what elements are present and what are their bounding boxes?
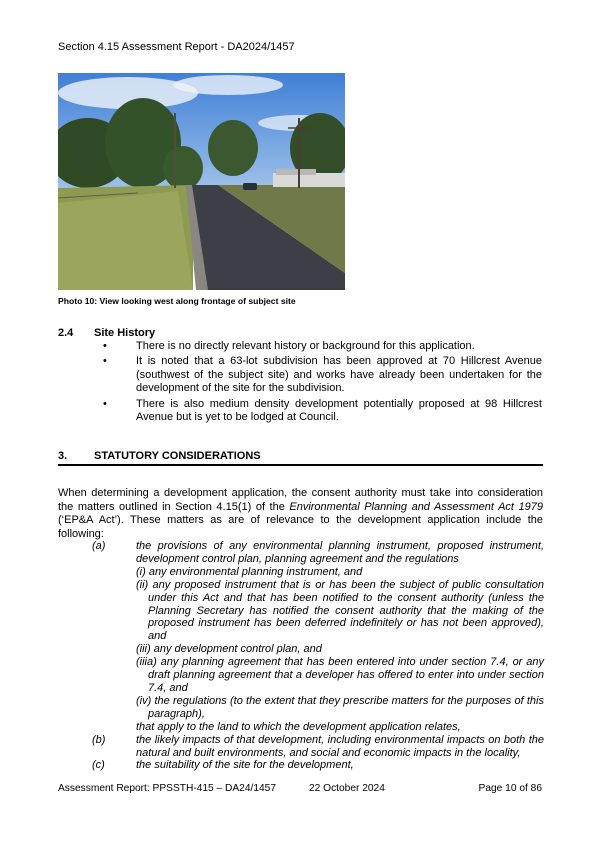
street-photo-image bbox=[58, 73, 345, 290]
photo-caption: Photo 10: View looking west along frontage of subject site bbox=[58, 296, 296, 306]
footer-page-number: Page 10 of 86 bbox=[478, 783, 542, 794]
section-3-number: 3. bbox=[58, 450, 68, 462]
site-photo bbox=[58, 73, 345, 290]
bullet-icon: • bbox=[103, 397, 107, 410]
page-header: Section 4.15 Assessment Report - DA2024/1457 bbox=[58, 41, 295, 53]
sub-list: (i) any environmental planning instrument, and (ii) any proposed instrument that is or has been the subject of public consultation under this Act and that has been notified to the consent authority (unless the Planning Secretary has notified the consent authority that the making of the proposed instrument has been deferred indefinitely or has not been approved), and (iii) any development control plan, and (iiia) any planning agreement that has been entered into under section 7.4, or any draft planning agreement that a developer has offered to enter into under section 7.4, and (iv) the regulations (to the extent that they prescribe matters for the purposes of this paragraph), that apply to the land to which the development application relates, bbox=[136, 565, 544, 733]
statutory-intro-paragraph: When determining a development application, the consent authority must take into consideration the matters outlined in Section 4.15(1) of the Environmental Planning and Assessment Act 1979 (‘EP&A Act’). These matters as are of relevance to the development application include the following: bbox=[58, 487, 543, 540]
list-item-c: (c) the suitability of the site for the development, bbox=[92, 759, 354, 772]
site-history-list bbox=[103, 340, 542, 426]
section-2-4-number: 2.4 bbox=[58, 327, 74, 339]
list-item-a: (a) the provisions of any environmental planning instrument, proposed instrument, development control plan, planning agreement and the regulations (i) any environmental planning instrument, and (ii) any proposed instrument that is or has been the subject of public consultation under this Act and that has been notified to the consent authority (unless the Planning Secretary has notified the consent authority that the making of the proposed instrument has been deferred indefinitely or has not been approved), and (iii) any development control plan, and (iiia) any planning agreement that has been entered into under section 7.4, or any draft planning agreement that a developer has offered to enter into under section 7.4, and (iv) the regulations (to the extent that they prescribe matters for the purposes of this paragraph), that apply to the land to which the development application relates, bbox=[92, 540, 544, 733]
list-item: • There is no directly relevant history or background for this application. bbox=[103, 340, 475, 352]
footer-report-id: Assessment Report: PPSSTH-415 – DA24/1457 bbox=[58, 783, 277, 794]
list-item: • There is also medium density development potentially proposed at 98 Hillcrest Avenue but is yet to be lodged at Council. bbox=[103, 397, 542, 424]
section-divider bbox=[58, 464, 543, 466]
bullet-icon: • bbox=[103, 355, 107, 368]
footer-date: 22 October 2024 bbox=[309, 783, 385, 794]
considerations-list bbox=[86, 540, 544, 772]
bullet-icon: • bbox=[103, 340, 107, 352]
list-item: • It is noted that a 63-lot subdivision has been approved at 70 Hillcrest Avenue (southwest of the subject site) and works have already been undertaken for the development of the site for the subdivision. bbox=[103, 355, 542, 395]
section-3-title: STATUTORY CONSIDERATIONS bbox=[94, 450, 261, 462]
list-item-b: (b) the likely impacts of that development, including environmental impacts on both the natural and built environments, and social and economic impacts in the locality, bbox=[92, 733, 544, 759]
section-2-4-title: Site History bbox=[94, 327, 156, 339]
